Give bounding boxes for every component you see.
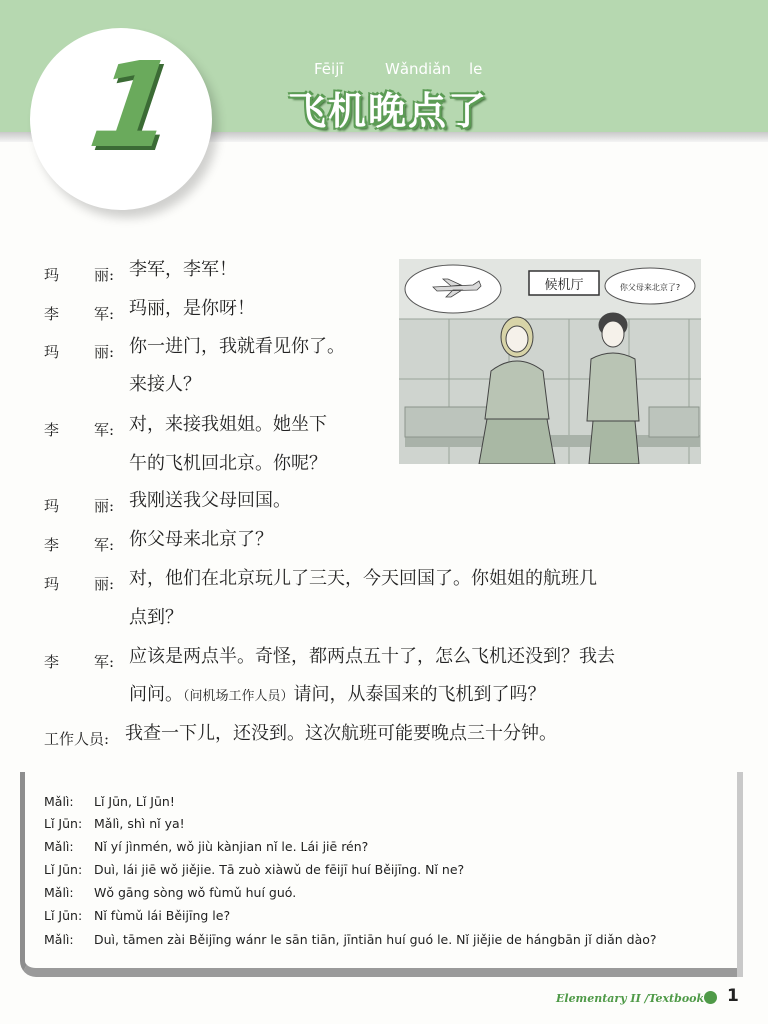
footer-dot (704, 991, 717, 1004)
dialogue-line: 你一进门，我就看见你了。 (129, 336, 345, 357)
lesson-title: 飞机晚点了 (288, 89, 489, 133)
lesson-number: 1 (82, 36, 184, 174)
stage-direction: （问机场工作人员） (183, 689, 294, 704)
dialogue-line: 你父母来北京了？ (129, 529, 273, 550)
speaker-label: 工作人员: (44, 730, 110, 748)
page-number: 1 (727, 986, 739, 1006)
waiting-hall-sign: 候机厅 (544, 278, 584, 293)
title-pinyin-2: Wǎndiǎn (385, 60, 451, 78)
dialogue-line: 问问。（问机场工作人员）请问，从泰国来的飞机到了吗？ (129, 684, 546, 705)
dialogue-line: 午的飞机回北京。你呢？ (129, 453, 327, 474)
dialogue-line: 我查一下儿，还没到。这次航班可能要晚点三十分钟。 (125, 723, 557, 744)
dialogue-line: 应该是两点半。奇怪，都两点五十了，怎么飞机还没到？我去 (129, 646, 615, 667)
title-pinyin-3: le (469, 60, 483, 78)
dialogue-line: 我刚送我父母回国。 (129, 490, 291, 511)
dialogue-line: 李军，李军！ (129, 259, 237, 280)
dialogue-line: 玛丽，是你呀！ (129, 298, 255, 319)
dialogue-line: 对，来接我姐姐。她坐下 (129, 414, 327, 435)
dialogue-line: 点到？ (129, 607, 183, 628)
footer-book-title: Elementary II /Textbook (556, 992, 705, 1005)
title-pinyin-1: Fēijī (314, 60, 344, 78)
speech-bubble-text: 你父母来北京了? (619, 283, 681, 292)
airport-illustration (399, 259, 701, 464)
dialogue-line: 来接人？ (129, 374, 201, 395)
dialogue-line: 对，他们在北京玩儿了三天，今天回国了。你姐姐的航班几 (129, 568, 597, 589)
